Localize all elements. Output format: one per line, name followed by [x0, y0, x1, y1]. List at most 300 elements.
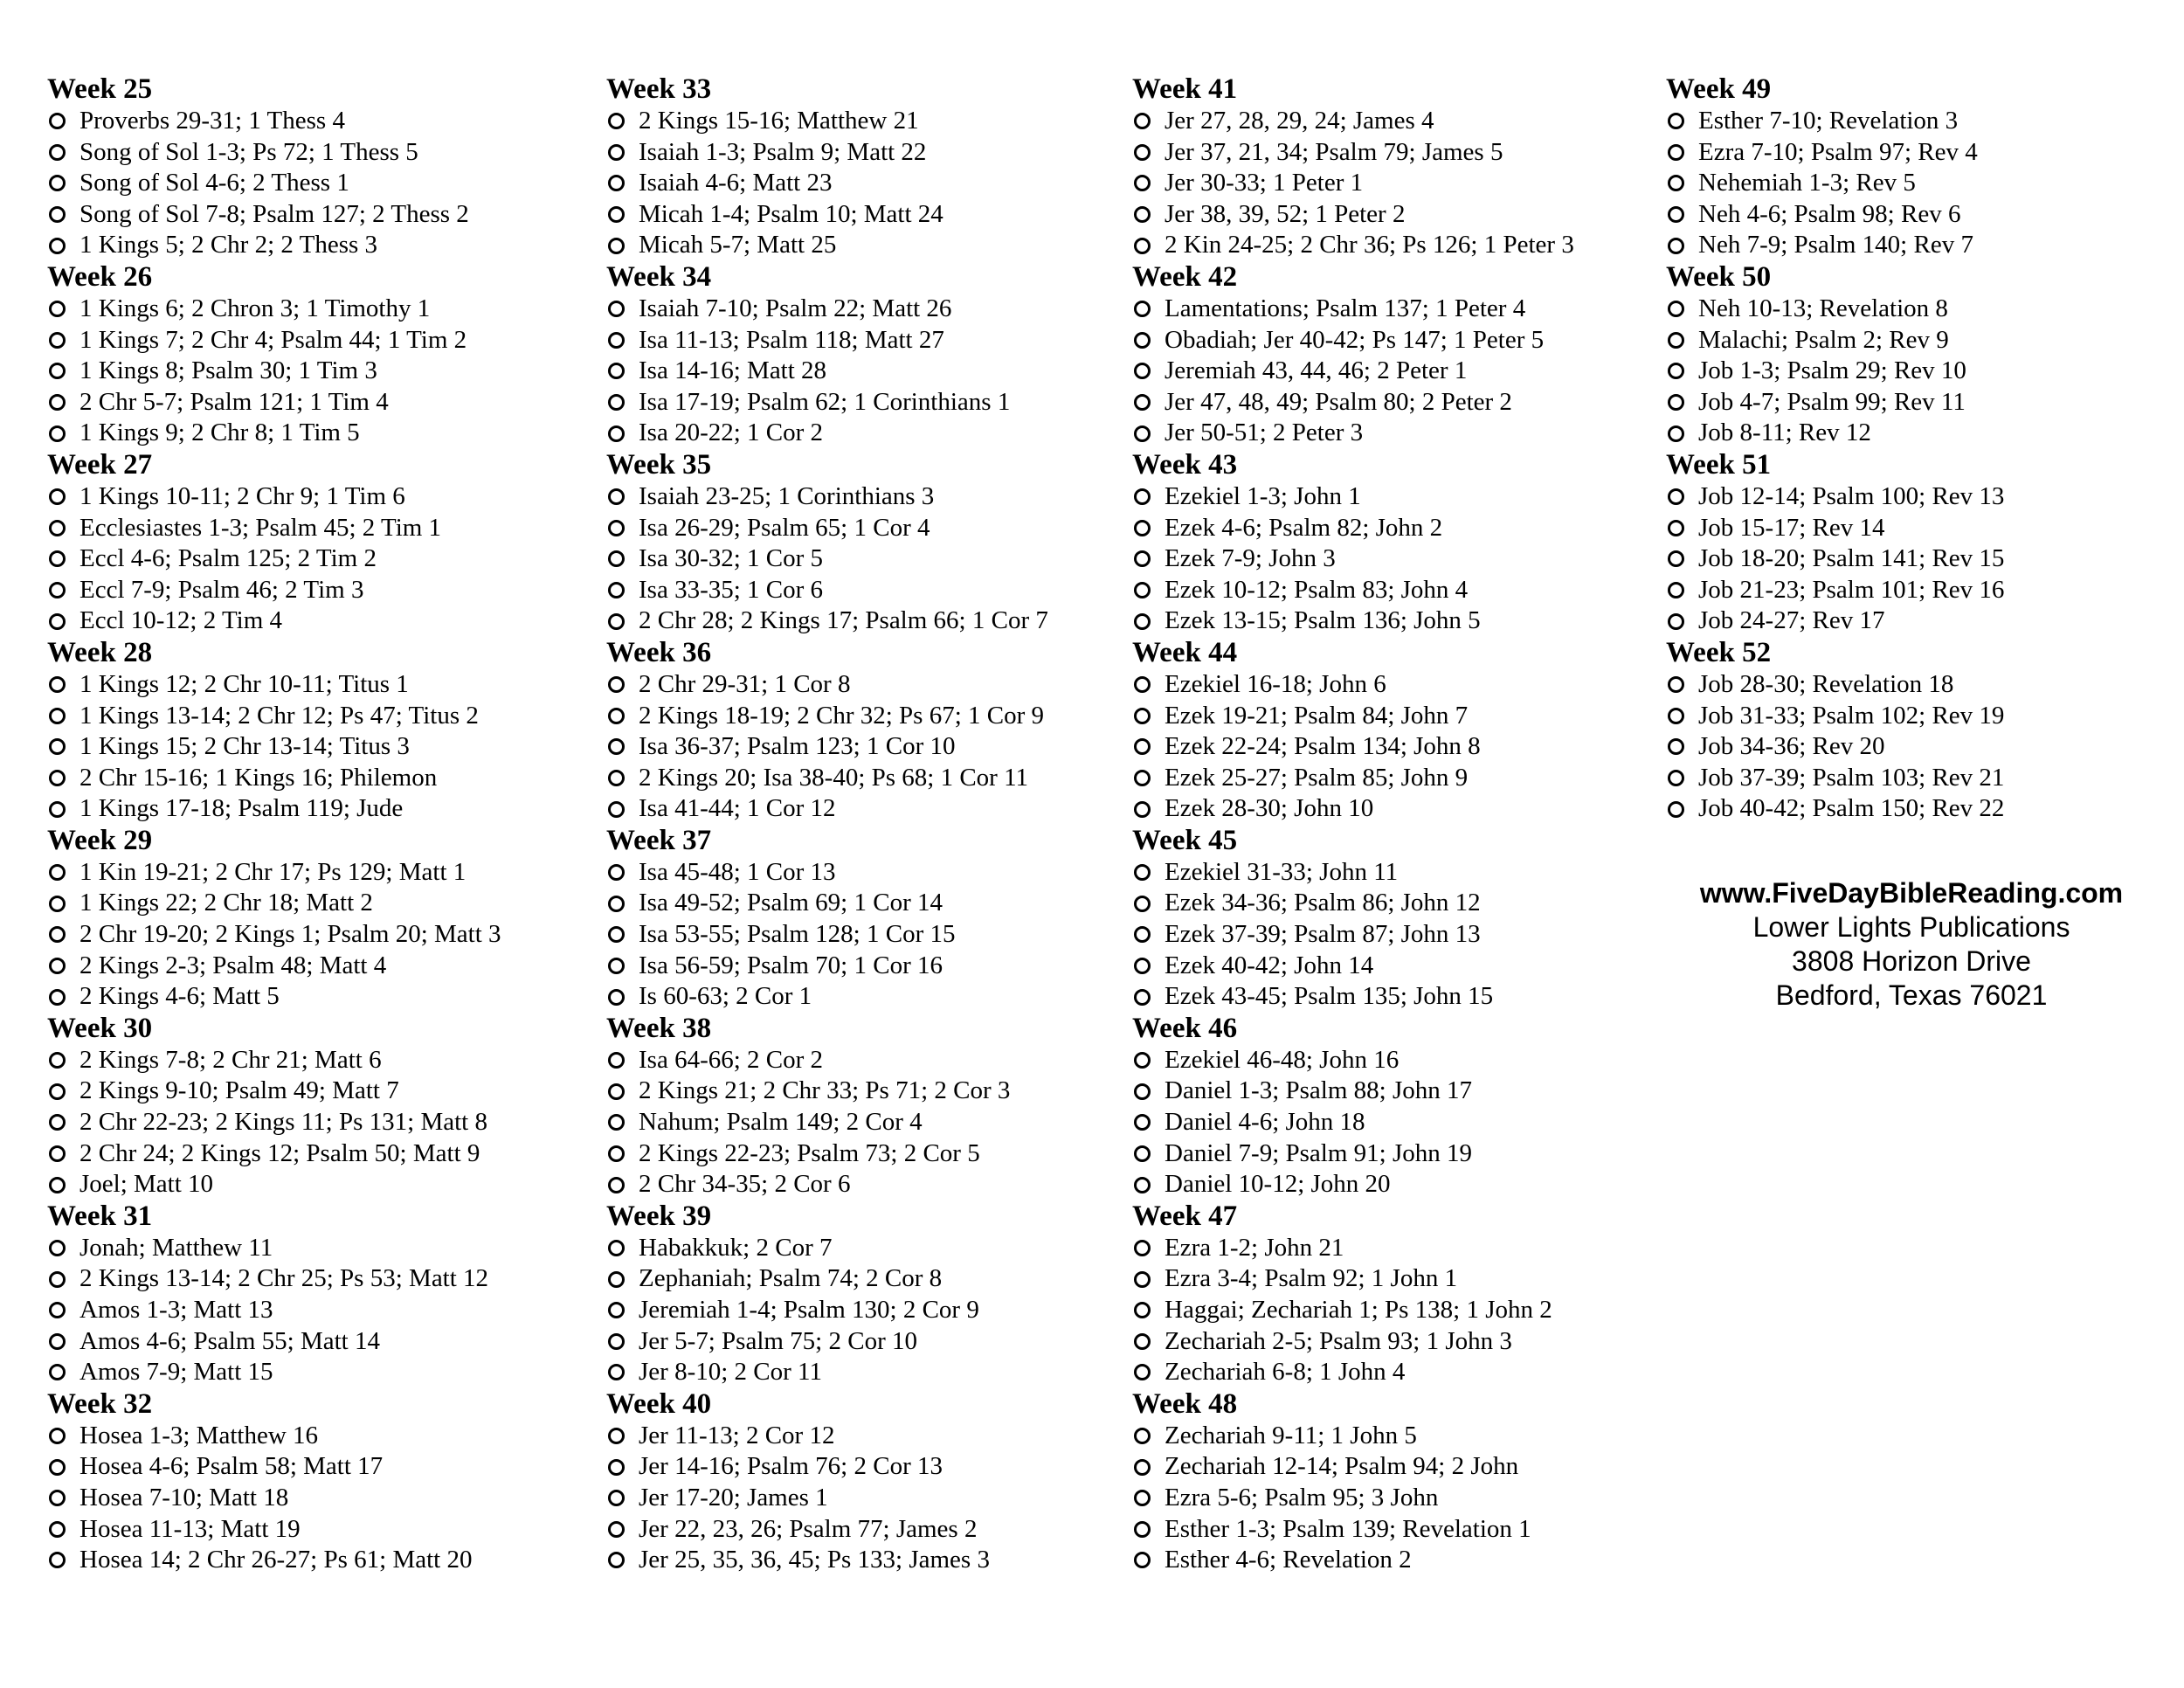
reading-item[interactable] — [1666, 575, 2004, 606]
checkbox-circle-icon[interactable] — [608, 1240, 625, 1256]
reading-item[interactable] — [606, 325, 1048, 356]
checkbox-circle-icon[interactable] — [1134, 488, 1151, 505]
checkbox-circle-icon[interactable] — [608, 676, 625, 693]
checkbox-circle-icon[interactable] — [608, 582, 625, 598]
reading-item[interactable] — [47, 137, 501, 169]
reading-item[interactable] — [606, 1138, 1048, 1170]
reading-item[interactable] — [1132, 888, 1574, 919]
reading-text: Ezekiel 1-3; John 1 — [1165, 481, 1361, 510]
reading-item[interactable] — [606, 294, 1048, 325]
reading-text: Ezek 43-45; Psalm 135; John 15 — [1165, 982, 1494, 1011]
reading-item[interactable] — [1132, 605, 1574, 637]
checkbox-circle-icon[interactable] — [608, 1145, 625, 1162]
reading-item[interactable] — [606, 793, 1048, 825]
checkbox-circle-icon[interactable] — [1668, 801, 1684, 818]
checkbox-circle-icon[interactable] — [608, 175, 625, 191]
checkbox-circle-icon[interactable] — [1668, 363, 1684, 379]
checkbox-circle-icon[interactable] — [49, 550, 66, 567]
reading-text: Jer 11-13; 2 Cor 12 — [639, 1421, 835, 1449]
reading-item[interactable] — [1666, 763, 2004, 794]
reading-item[interactable] — [1132, 1233, 1574, 1264]
checkbox-circle-icon[interactable] — [1134, 864, 1151, 881]
reading-item[interactable] — [606, 1483, 1048, 1514]
checkbox-circle-icon[interactable] — [49, 488, 66, 505]
reading-item[interactable] — [606, 387, 1048, 419]
checkbox-circle-icon[interactable] — [49, 520, 66, 536]
checkbox-circle-icon[interactable] — [1134, 1145, 1151, 1162]
reading-item[interactable] — [1666, 669, 2004, 701]
reading-item[interactable] — [47, 1357, 501, 1388]
reading-item[interactable] — [606, 951, 1048, 982]
reading-item[interactable] — [47, 325, 501, 356]
reading-item[interactable] — [47, 168, 501, 199]
checkbox-circle-icon[interactable] — [608, 738, 625, 755]
reading-item[interactable] — [1132, 513, 1574, 544]
checkbox-circle-icon[interactable] — [608, 144, 625, 161]
checkbox-circle-icon[interactable] — [49, 113, 66, 129]
reading-item[interactable] — [606, 230, 1048, 261]
checkbox-circle-icon[interactable] — [608, 394, 625, 411]
reading-item[interactable] — [1132, 387, 1574, 419]
reading-item[interactable] — [606, 1357, 1048, 1388]
checkbox-circle-icon[interactable] — [49, 1552, 66, 1568]
checkbox-circle-icon[interactable] — [49, 425, 66, 442]
checkbox-circle-icon[interactable] — [49, 238, 66, 254]
reading-item[interactable] — [1666, 731, 2004, 763]
checkbox-circle-icon[interactable] — [1668, 488, 1684, 505]
reading-item[interactable] — [1132, 1514, 1574, 1546]
checkbox-circle-icon[interactable] — [49, 144, 66, 161]
reading-text: 2 Kings 20; Isa 38-40; Ps 68; 1 Cor 11 — [639, 763, 1029, 792]
checkbox-circle-icon[interactable] — [1134, 801, 1151, 818]
checkbox-circle-icon[interactable] — [1668, 113, 1684, 129]
reading-item[interactable] — [1132, 1295, 1574, 1326]
checkbox-circle-icon[interactable] — [1134, 896, 1151, 912]
checkbox-circle-icon[interactable] — [1134, 206, 1151, 223]
reading-item[interactable] — [1666, 605, 2004, 637]
checkbox-circle-icon[interactable] — [49, 1364, 66, 1380]
checkbox-circle-icon[interactable] — [608, 488, 625, 505]
checkbox-circle-icon[interactable] — [1134, 613, 1151, 630]
checkbox-circle-icon[interactable] — [49, 1083, 66, 1100]
reading-text: Zechariah 9-11; 1 John 5 — [1165, 1421, 1417, 1449]
checkbox-circle-icon[interactable] — [1134, 1333, 1151, 1350]
checkbox-circle-icon[interactable] — [49, 582, 66, 598]
reading-item[interactable] — [1132, 763, 1574, 794]
reading-item[interactable] — [606, 1045, 1048, 1076]
checkbox-circle-icon[interactable] — [1668, 676, 1684, 693]
reading-item[interactable] — [1132, 1545, 1574, 1576]
checkbox-circle-icon[interactable] — [49, 613, 66, 630]
reading-item[interactable] — [1132, 1138, 1574, 1170]
reading-item[interactable] — [1666, 230, 2004, 261]
reading-item[interactable] — [1132, 294, 1574, 325]
reading-text: Esther 4-6; Revelation 2 — [1165, 1546, 1412, 1574]
reading-item[interactable] — [1132, 356, 1574, 387]
reading-item[interactable] — [1132, 575, 1574, 606]
reading-item[interactable] — [1666, 793, 2004, 825]
checkbox-circle-icon[interactable] — [608, 332, 625, 349]
checkbox-circle-icon[interactable] — [608, 1302, 625, 1318]
reading-item[interactable] — [47, 1263, 501, 1295]
reading-item[interactable] — [47, 981, 501, 1013]
reading-item[interactable] — [47, 1076, 501, 1107]
week-block — [47, 73, 501, 261]
reading-item[interactable] — [1132, 1169, 1574, 1200]
checkbox-circle-icon[interactable] — [1668, 175, 1684, 191]
reading-item[interactable] — [47, 543, 501, 575]
checkbox-circle-icon[interactable] — [49, 1490, 66, 1506]
reading-item[interactable] — [1132, 981, 1574, 1013]
checkbox-circle-icon[interactable] — [608, 301, 625, 317]
reading-item[interactable] — [47, 701, 501, 732]
reading-item[interactable] — [1132, 793, 1574, 825]
checkbox-circle-icon[interactable] — [608, 1364, 625, 1380]
reading-item[interactable] — [1132, 919, 1574, 951]
checkbox-circle-icon[interactable] — [608, 425, 625, 442]
checkbox-circle-icon[interactable] — [608, 113, 625, 129]
reading-item[interactable] — [1132, 1107, 1574, 1138]
checkbox-circle-icon[interactable] — [1668, 738, 1684, 755]
reading-text: Ezek 19-21; Psalm 84; John 7 — [1165, 701, 1469, 730]
reading-item[interactable] — [1666, 137, 2004, 169]
reading-item[interactable] — [606, 575, 1048, 606]
reading-item[interactable] — [1666, 543, 2004, 575]
checkbox-circle-icon[interactable] — [1134, 582, 1151, 598]
reading-item[interactable] — [47, 481, 501, 513]
reading-item[interactable] — [606, 1451, 1048, 1483]
checkbox-circle-icon[interactable] — [608, 708, 625, 724]
reading-text: Job 37-39; Psalm 103; Rev 21 — [1698, 763, 2005, 792]
reading-item[interactable] — [1132, 230, 1574, 261]
checkbox-circle-icon[interactable] — [608, 1490, 625, 1506]
checkbox-circle-icon[interactable] — [1668, 520, 1684, 536]
reading-item[interactable] — [1132, 418, 1574, 449]
checkbox-circle-icon[interactable] — [49, 1240, 66, 1256]
checkbox-circle-icon[interactable] — [608, 864, 625, 881]
reading-item[interactable] — [1132, 1483, 1574, 1514]
checkbox-circle-icon[interactable] — [1134, 520, 1151, 536]
reading-item[interactable] — [606, 1326, 1048, 1358]
reading-item[interactable] — [1666, 481, 2004, 513]
checkbox-circle-icon[interactable] — [608, 801, 625, 818]
reading-item[interactable] — [606, 106, 1048, 137]
reading-item[interactable] — [606, 137, 1048, 169]
checkbox-circle-icon[interactable] — [608, 1521, 625, 1538]
reading-item[interactable] — [1132, 106, 1574, 137]
reading-item[interactable] — [47, 513, 501, 544]
checkbox-circle-icon[interactable] — [608, 989, 625, 1006]
checkbox-circle-icon[interactable] — [608, 1459, 625, 1476]
reading-item[interactable] — [606, 605, 1048, 637]
checkbox-circle-icon[interactable] — [49, 926, 66, 943]
reading-item[interactable] — [606, 981, 1048, 1013]
website-url: www.FiveDayBibleReading.com — [1699, 877, 2124, 909]
checkbox-circle-icon[interactable] — [1134, 394, 1151, 411]
checkbox-circle-icon[interactable] — [49, 301, 66, 317]
checkbox-circle-icon[interactable] — [1134, 708, 1151, 724]
reading-item[interactable] — [47, 605, 501, 637]
reading-item[interactable] — [47, 1451, 501, 1483]
checkbox-circle-icon[interactable] — [1668, 332, 1684, 349]
reading-item[interactable] — [606, 168, 1048, 199]
reading-item[interactable] — [1132, 325, 1574, 356]
checkbox-circle-icon[interactable] — [49, 1052, 66, 1069]
checkbox-circle-icon[interactable] — [49, 1177, 66, 1193]
checkbox-circle-icon[interactable] — [1134, 1240, 1151, 1256]
reading-item[interactable] — [47, 1169, 501, 1200]
checkbox-circle-icon[interactable] — [49, 864, 66, 881]
checkbox-circle-icon[interactable] — [1134, 1428, 1151, 1444]
checkbox-circle-icon[interactable] — [49, 770, 66, 786]
reading-item[interactable] — [1666, 418, 2004, 449]
checkbox-circle-icon[interactable] — [1668, 613, 1684, 630]
reading-item[interactable] — [1666, 294, 2004, 325]
checkbox-circle-icon[interactable] — [1668, 425, 1684, 442]
checkbox-circle-icon[interactable] — [608, 1052, 625, 1069]
reading-text: 2 Kin 24-25; 2 Chr 36; Ps 126; 1 Peter 3 — [1165, 231, 1574, 259]
checkbox-circle-icon[interactable] — [1134, 1271, 1151, 1288]
reading-item[interactable] — [1666, 513, 2004, 544]
reading-item[interactable] — [47, 919, 501, 951]
checkbox-circle-icon[interactable] — [1134, 175, 1151, 191]
checkbox-circle-icon[interactable] — [1134, 1490, 1151, 1506]
checkbox-circle-icon[interactable] — [1134, 1552, 1151, 1568]
checkbox-circle-icon[interactable] — [608, 770, 625, 786]
reading-item[interactable] — [1666, 106, 2004, 137]
checkbox-circle-icon[interactable] — [608, 613, 625, 630]
checkbox-circle-icon[interactable] — [49, 1459, 66, 1476]
checkbox-circle-icon[interactable] — [1134, 676, 1151, 693]
checkbox-circle-icon[interactable] — [608, 520, 625, 536]
reading-item[interactable] — [47, 387, 501, 419]
checkbox-circle-icon[interactable] — [49, 1114, 66, 1131]
reading-item[interactable] — [1132, 1045, 1574, 1076]
reading-item[interactable] — [1132, 701, 1574, 732]
checkbox-circle-icon[interactable] — [1668, 770, 1684, 786]
reading-item[interactable] — [606, 701, 1048, 732]
checkbox-circle-icon[interactable] — [1668, 394, 1684, 411]
checkbox-circle-icon[interactable] — [1668, 206, 1684, 223]
checkbox-circle-icon[interactable] — [49, 1521, 66, 1538]
checkbox-circle-icon[interactable] — [1134, 1114, 1151, 1131]
checkbox-circle-icon[interactable] — [1134, 301, 1151, 317]
reading-item[interactable] — [1132, 1263, 1574, 1295]
reading-text: 2 Kings 2-3; Psalm 48; Matt 4 — [79, 951, 387, 979]
reading-item[interactable] — [47, 951, 501, 982]
checkbox-circle-icon[interactable] — [1134, 1052, 1151, 1069]
checkbox-circle-icon[interactable] — [1134, 332, 1151, 349]
reading-item[interactable] — [1666, 387, 2004, 419]
checkbox-circle-icon[interactable] — [49, 958, 66, 974]
reading-item[interactable] — [606, 1421, 1048, 1452]
checkbox-circle-icon[interactable] — [1134, 550, 1151, 567]
week-block — [606, 261, 1048, 449]
checkbox-circle-icon[interactable] — [1134, 1177, 1151, 1193]
reading-item[interactable] — [1132, 951, 1574, 982]
checkbox-circle-icon[interactable] — [49, 1145, 66, 1162]
reading-item[interactable] — [606, 1514, 1048, 1546]
checkbox-circle-icon[interactable] — [1134, 738, 1151, 755]
reading-item[interactable] — [1132, 137, 1574, 169]
reading-item[interactable] — [606, 513, 1048, 544]
reading-text: Jer 50-51; 2 Peter 3 — [1165, 419, 1364, 447]
checkbox-circle-icon[interactable] — [49, 676, 66, 693]
reading-item[interactable] — [47, 1138, 501, 1170]
checkbox-circle-icon[interactable] — [608, 1333, 625, 1350]
week-title: Week 49 — [1666, 73, 1772, 105]
reading-item[interactable] — [606, 418, 1048, 449]
reading-item[interactable] — [47, 1483, 501, 1514]
reading-item[interactable] — [606, 543, 1048, 575]
checkbox-circle-icon[interactable] — [49, 206, 66, 223]
checkbox-circle-icon[interactable] — [608, 363, 625, 379]
checkbox-circle-icon[interactable] — [1134, 425, 1151, 442]
reading-text: Jer 25, 35, 36, 45; Ps 133; James 3 — [639, 1546, 990, 1574]
checkbox-circle-icon[interactable] — [49, 175, 66, 191]
reading-text: Jer 17-20; James 1 — [639, 1483, 828, 1512]
checkbox-circle-icon[interactable] — [1668, 144, 1684, 161]
checkbox-circle-icon[interactable] — [49, 896, 66, 912]
checkbox-circle-icon[interactable] — [608, 1552, 625, 1568]
reading-item[interactable] — [47, 857, 501, 889]
reading-item[interactable] — [1132, 1357, 1574, 1388]
reading-item[interactable] — [1132, 199, 1574, 231]
reading-item[interactable] — [47, 1295, 501, 1326]
checkbox-circle-icon[interactable] — [49, 332, 66, 349]
reading-item[interactable] — [606, 1169, 1048, 1200]
checkbox-circle-icon[interactable] — [1134, 770, 1151, 786]
reading-item[interactable] — [606, 199, 1048, 231]
checkbox-circle-icon[interactable] — [49, 363, 66, 379]
reading-item[interactable] — [47, 1045, 501, 1076]
reading-item[interactable] — [606, 1295, 1048, 1326]
reading-item[interactable] — [47, 199, 501, 231]
checkbox-circle-icon[interactable] — [1134, 1302, 1151, 1318]
checkbox-circle-icon[interactable] — [1134, 958, 1151, 974]
reading-item[interactable] — [606, 763, 1048, 794]
reading-item[interactable] — [47, 294, 501, 325]
reading-item[interactable] — [47, 669, 501, 701]
checkbox-circle-icon[interactable] — [49, 1333, 66, 1350]
reading-item[interactable] — [47, 356, 501, 387]
reading-item[interactable] — [47, 1421, 501, 1452]
reading-item[interactable] — [47, 1326, 501, 1358]
checkbox-circle-icon[interactable] — [608, 958, 625, 974]
checkbox-circle-icon[interactable] — [1668, 708, 1684, 724]
reading-item[interactable] — [1132, 669, 1574, 701]
reading-item[interactable] — [1132, 1421, 1574, 1452]
reading-item[interactable] — [47, 793, 501, 825]
reading-item[interactable] — [47, 763, 501, 794]
checkbox-circle-icon[interactable] — [608, 1083, 625, 1100]
checkbox-circle-icon[interactable] — [49, 1302, 66, 1318]
checkbox-circle-icon[interactable] — [1668, 238, 1684, 254]
checkbox-circle-icon[interactable] — [608, 1271, 625, 1288]
reading-item[interactable] — [47, 1545, 501, 1576]
checkbox-circle-icon[interactable] — [49, 1271, 66, 1288]
checkbox-circle-icon[interactable] — [1134, 1364, 1151, 1380]
week-title: Week 47 — [1132, 1200, 1238, 1232]
reading-item[interactable] — [47, 575, 501, 606]
reading-item[interactable] — [1132, 168, 1574, 199]
reading-item[interactable] — [47, 230, 501, 261]
checkbox-circle-icon[interactable] — [49, 708, 66, 724]
reading-item[interactable] — [1132, 1076, 1574, 1107]
reading-item[interactable] — [606, 481, 1048, 513]
reading-item[interactable] — [47, 1107, 501, 1138]
reading-item[interactable] — [47, 106, 501, 137]
checkbox-circle-icon[interactable] — [1134, 113, 1151, 129]
reading-item[interactable] — [1132, 1451, 1574, 1483]
checkbox-circle-icon[interactable] — [1668, 582, 1684, 598]
checkbox-circle-icon[interactable] — [608, 896, 625, 912]
reading-item[interactable] — [606, 1233, 1048, 1264]
reading-item[interactable] — [1666, 701, 2004, 732]
checkbox-circle-icon[interactable] — [49, 1428, 66, 1444]
checkbox-circle-icon[interactable] — [608, 926, 625, 943]
reading-item[interactable] — [1666, 168, 2004, 199]
checkbox-circle-icon[interactable] — [1134, 989, 1151, 1006]
checkbox-circle-icon[interactable] — [1134, 363, 1151, 379]
reading-item[interactable] — [47, 888, 501, 919]
reading-item[interactable] — [606, 888, 1048, 919]
reading-item[interactable] — [1666, 356, 2004, 387]
checkbox-circle-icon[interactable] — [1134, 926, 1151, 943]
checkbox-circle-icon[interactable] — [49, 394, 66, 411]
reading-item[interactable] — [47, 1514, 501, 1546]
checkbox-circle-icon[interactable] — [608, 550, 625, 567]
reading-item[interactable] — [606, 669, 1048, 701]
checkbox-circle-icon[interactable] — [1134, 1083, 1151, 1100]
reading-text: 2 Chr 5-7; Psalm 121; 1 Tim 4 — [79, 387, 389, 416]
checkbox-circle-icon[interactable] — [1134, 238, 1151, 254]
reading-item[interactable] — [1666, 199, 2004, 231]
reading-item[interactable] — [1132, 543, 1574, 575]
reading-item[interactable] — [1666, 325, 2004, 356]
checkbox-circle-icon[interactable] — [49, 738, 66, 755]
reading-item[interactable] — [1132, 857, 1574, 889]
checkbox-circle-icon[interactable] — [1134, 144, 1151, 161]
reading-item[interactable] — [606, 1107, 1048, 1138]
reading-item[interactable] — [606, 857, 1048, 889]
checkbox-circle-icon[interactable] — [608, 1114, 625, 1131]
reading-item[interactable] — [1132, 731, 1574, 763]
checkbox-circle-icon[interactable] — [49, 989, 66, 1006]
checkbox-circle-icon[interactable] — [608, 1428, 625, 1444]
checkbox-circle-icon[interactable] — [1668, 550, 1684, 567]
checkbox-circle-icon[interactable] — [608, 206, 625, 223]
reading-item[interactable] — [1132, 1326, 1574, 1358]
reading-item[interactable] — [47, 1233, 501, 1264]
reading-text: Jer 22, 23, 26; Psalm 77; James 2 — [639, 1514, 978, 1543]
reading-item[interactable] — [606, 1263, 1048, 1295]
reading-item[interactable] — [606, 1545, 1048, 1576]
reading-item[interactable] — [606, 1076, 1048, 1107]
checkbox-circle-icon[interactable] — [1134, 1459, 1151, 1476]
checkbox-circle-icon[interactable] — [608, 238, 625, 254]
checkbox-circle-icon[interactable] — [1668, 301, 1684, 317]
reading-item[interactable] — [606, 356, 1048, 387]
reading-item[interactable] — [47, 731, 501, 763]
reading-item[interactable] — [606, 919, 1048, 951]
reading-item[interactable] — [606, 731, 1048, 763]
checkbox-circle-icon[interactable] — [608, 1177, 625, 1193]
reading-item[interactable] — [1132, 481, 1574, 513]
checkbox-circle-icon[interactable] — [49, 801, 66, 818]
checkbox-circle-icon[interactable] — [1134, 1521, 1151, 1538]
reading-item[interactable] — [47, 418, 501, 449]
